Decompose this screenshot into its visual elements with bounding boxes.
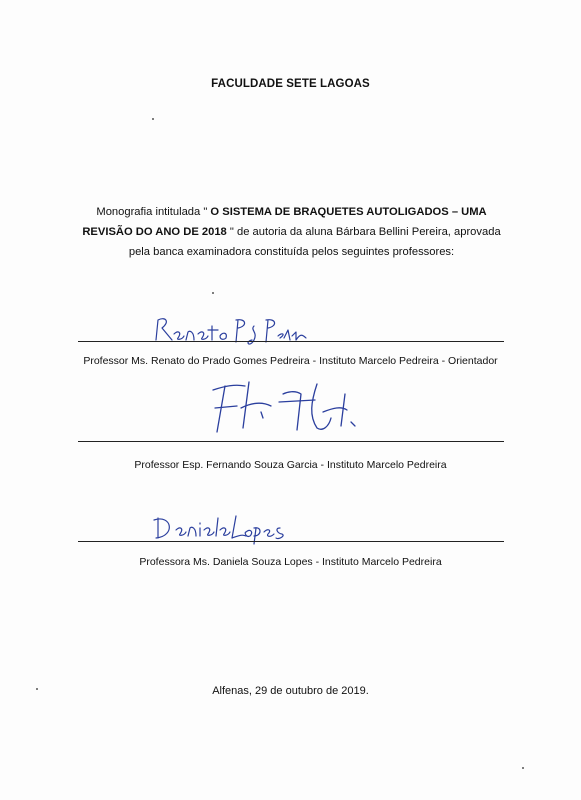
monograph-title-part1: O SISTEMA DE BRAQUETES AUTOLIGADOS – UMA [207, 206, 487, 218]
signatory-caption-1: Professor Ms. Renato do Prado Gomes Pedreira - Instituto Marcelo Pedreira - Orientador [83, 355, 498, 367]
signature-line-2 [78, 441, 504, 442]
document-date: Alfenas, 29 de outubro de 2019. [212, 685, 369, 697]
signatory-caption-2: Professor Esp. Fernando Souza Garcia - Instituto Marcelo Pedreira [134, 459, 447, 471]
scan-speck [152, 118, 154, 120]
signature-line-1 [78, 341, 504, 342]
scan-speck [522, 767, 524, 769]
signatory-caption-3: Professora Ms. Daniela Souza Lopes - Instituto Marcelo Pedreira [139, 556, 442, 568]
monograph-title-part2: REVISÃO DO ANO DE 2018 [82, 226, 227, 238]
scan-speck [36, 688, 38, 690]
paragraph-prefix: Monografia intitulada " [96, 206, 208, 218]
signature-line-3 [78, 541, 504, 542]
handwritten-signature-renato [150, 310, 310, 350]
scan-speck [212, 292, 214, 294]
handwritten-signature-fernando [205, 372, 365, 440]
institution-title: FACULDADE SETE LAGOAS [211, 78, 370, 90]
approval-paragraph [70, 202, 513, 262]
paragraph-committee-text: pela banca examinadora constituída pelos seguintes professores: [128, 246, 455, 258]
paragraph-author-text: " de autoria da aluna Bárbara Bellini Pereira, aprovada [226, 226, 501, 238]
